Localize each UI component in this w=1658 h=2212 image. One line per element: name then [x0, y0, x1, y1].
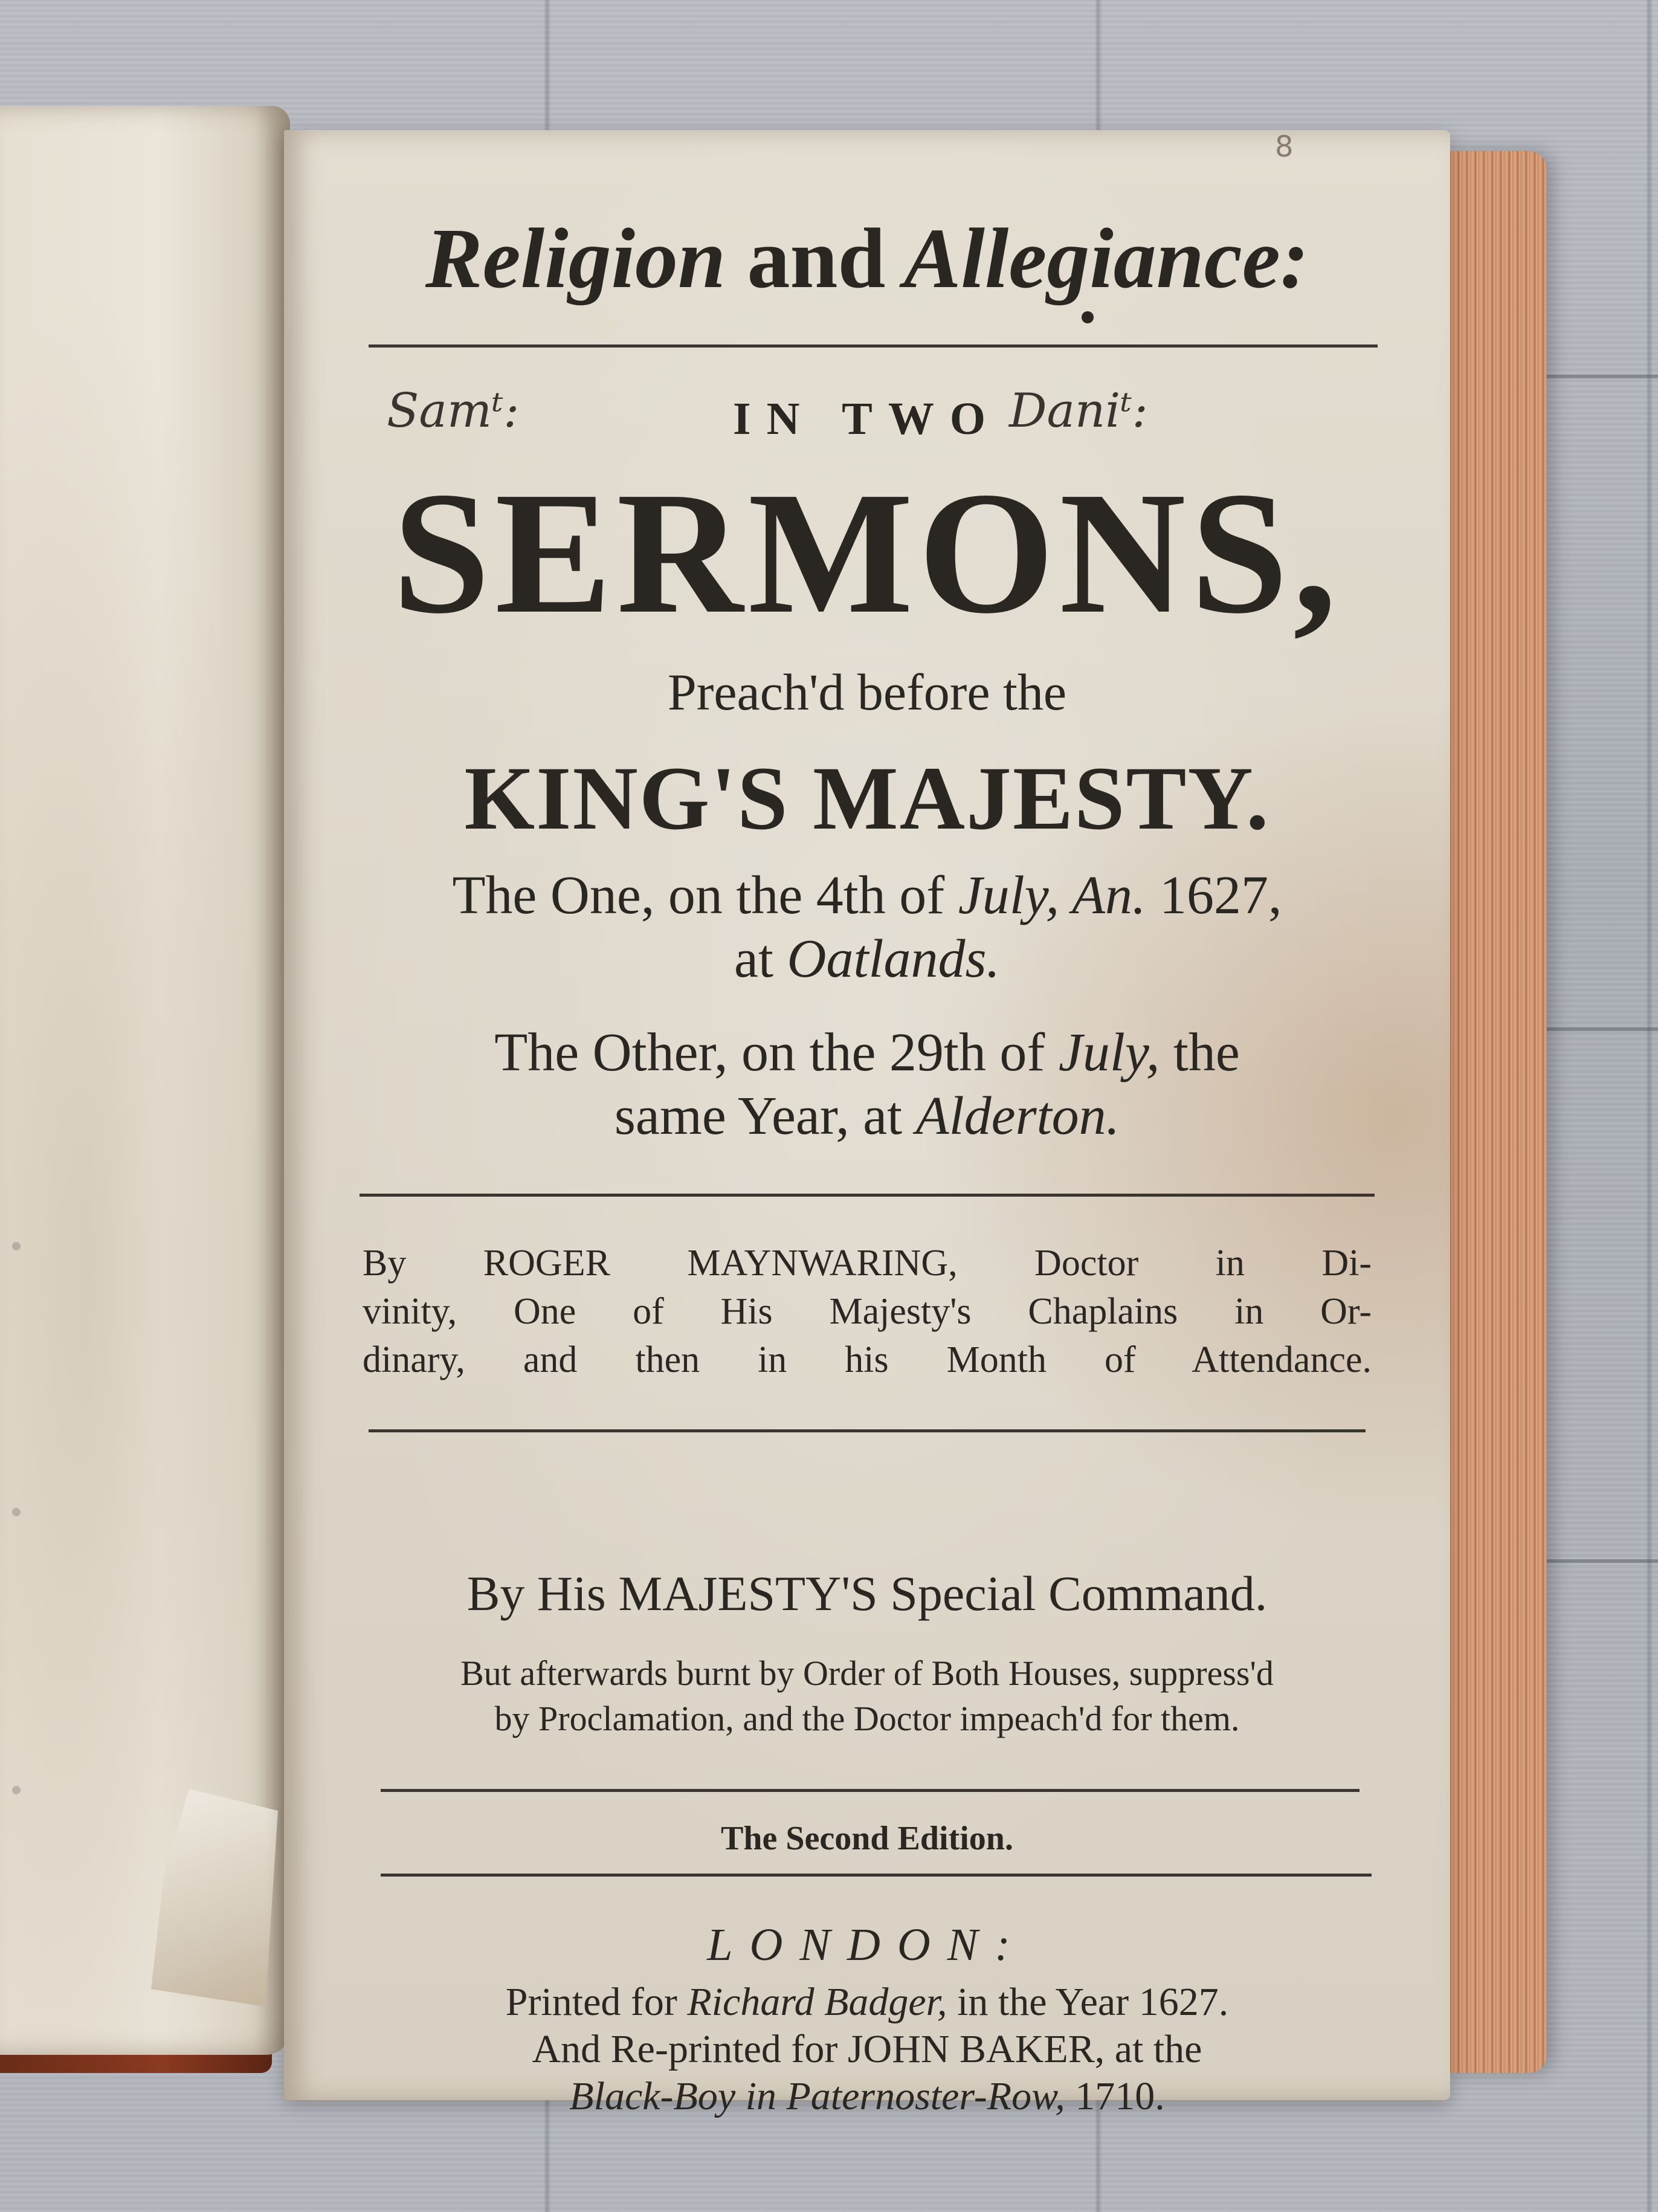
second-sermon-place	[284, 1085, 1450, 1147]
text-run: Black-Boy in Paternoster-Row,	[569, 2074, 1065, 2118]
ornament-dot	[1082, 311, 1094, 323]
title-word: and	[747, 210, 886, 306]
text-run: July,	[1058, 1023, 1160, 1082]
text-run: The One, on the 4th of	[452, 865, 958, 925]
kings-majesty: KING'S MAJESTY.	[464, 748, 1270, 849]
rule	[369, 344, 1378, 348]
second-sermon-line	[284, 1021, 1450, 1084]
author-line: By ROGER MAYNWARING, Doctor in Di-	[363, 1243, 1372, 1284]
text-run: An.	[1059, 865, 1146, 925]
left-endpaper	[0, 106, 290, 2055]
first-sermon-line	[284, 864, 1450, 927]
imprint-line	[284, 2074, 1450, 2120]
suppression-note: But afterwards burnt by Order of Both Houses, suppress'd	[460, 1654, 1274, 1693]
rule	[360, 1194, 1375, 1197]
text-run: in the Year 1627.	[947, 1980, 1229, 2024]
imprint-line	[284, 1979, 1450, 2025]
text-run: Alderton.	[915, 1086, 1120, 1146]
text-run: Richard Badger,	[687, 1980, 947, 2024]
text-run: Printed for	[505, 1980, 688, 2024]
text-run: Oatlands.	[787, 929, 1000, 989]
handwritten-annotation: Daniᵗ:	[1009, 384, 1148, 438]
text-run: The Other, on the 29th of	[494, 1023, 1059, 1082]
first-sermon-place	[284, 928, 1450, 990]
text-run: 1627,	[1146, 865, 1282, 925]
text-run: same Year, at	[614, 1086, 916, 1146]
title	[284, 209, 1450, 308]
preached-line: Preach'd before the	[667, 663, 1067, 721]
edition-line: The Second Edition.	[721, 1820, 1013, 1857]
imprint-city: LONDON:	[707, 1919, 1027, 1970]
title-word: Religion	[425, 210, 726, 306]
text-run: at	[734, 929, 787, 989]
imprint-line: And Re-printed for JOHN BAKER, at the	[532, 2027, 1202, 2071]
title-page	[284, 130, 1450, 2118]
suppression-note: by Proclamation, and the Doctor impeach'd for them.	[494, 1699, 1240, 1738]
command-line: By His MAJESTY'S Special Command.	[466, 1566, 1268, 1621]
foxing-spot	[12, 1786, 21, 1794]
foxing-spot	[12, 1242, 21, 1250]
title-word: Allegiance:	[903, 210, 1309, 306]
page-edges	[1444, 151, 1547, 2073]
foxing-spot	[12, 1508, 21, 1516]
text-run: 1710.	[1065, 2074, 1165, 2118]
author-line: dinary, and then in his Month of Attendance.	[363, 1339, 1372, 1380]
rule	[381, 1789, 1360, 1792]
rule	[381, 1874, 1372, 1877]
text-run: the	[1160, 1023, 1240, 1082]
text-run: July,	[958, 865, 1060, 925]
handwritten-annotation: Samᵗ:	[387, 384, 520, 438]
rule	[369, 1429, 1366, 1432]
author-line: vinity, One of His Majesty's Chaplains in Or-	[363, 1291, 1372, 1332]
main-heading: SERMONS,	[392, 456, 1342, 650]
pencil-mark: 8	[1275, 130, 1294, 164]
subtitle-in-two: IN TWO	[733, 393, 1001, 444]
